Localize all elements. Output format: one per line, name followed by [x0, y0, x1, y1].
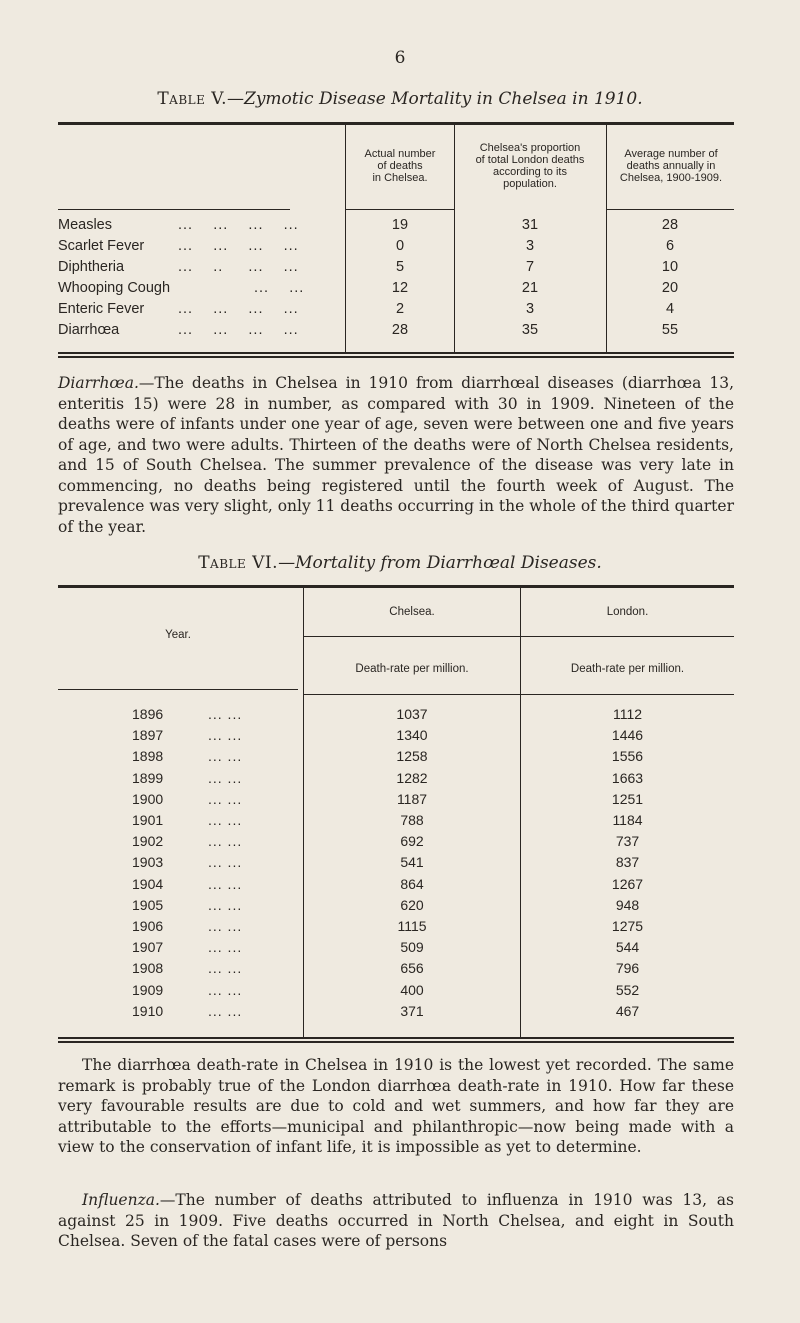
london-rate-cell: 796 — [615, 960, 640, 976]
row-label: Enteric Fever — [58, 301, 145, 317]
leader-dots: ... ... — [208, 939, 243, 955]
year-cell: 1907 — [132, 939, 164, 955]
leader-dots: ... ... — [208, 727, 243, 743]
table-5-caption: —Zymotic Disease Mortality in Chelsea in 1910. — [227, 89, 643, 109]
diarrhoea-heading: Diarrhœa. — [58, 374, 139, 392]
year-cell: 1899 — [132, 770, 164, 786]
london-rate-cell: 552 — [615, 982, 640, 998]
chelsea-rate-cell: 371 — [400, 1003, 424, 1019]
leader-dots: ... ... — [208, 960, 243, 976]
year-cell: 1906 — [132, 918, 164, 934]
cell-proportion: 7 — [525, 259, 535, 275]
cell-proportion: 31 — [521, 217, 539, 233]
chelsea-rate-cell: 1037 — [396, 706, 428, 722]
header-london-proportion: Chelsea's proportion of total London deaths according to its population. — [475, 142, 585, 190]
table-6-caption: —Mortality from Diarrhœal Diseases. — [278, 553, 602, 573]
diarrhoea-paragraph — [58, 373, 734, 537]
london-rate-cell: 1663 — [611, 770, 644, 786]
london-rate-cell: 1184 — [612, 812, 643, 828]
cell-actual: 19 — [391, 217, 409, 233]
row-label: Diphtheria — [58, 259, 125, 275]
cell-average: 6 — [665, 238, 675, 254]
cell-average: 55 — [661, 322, 679, 338]
cell-actual: 12 — [391, 280, 409, 296]
chelsea-rate-cell: 788 — [400, 812, 424, 828]
year-cell: 1902 — [132, 833, 164, 849]
cell-average: 10 — [661, 259, 679, 275]
chelsea-rate-cell: 1187 — [396, 791, 428, 807]
year-cell: 1910 — [132, 1003, 164, 1019]
year-cell: 1898 — [132, 748, 164, 764]
year-cell: 1900 — [132, 791, 164, 807]
chelsea-rate-cell: 692 — [400, 833, 424, 849]
influenza-heading: Influenza. — [82, 1191, 160, 1209]
london-rate-cell: 837 — [615, 854, 640, 870]
chelsea-rate-cell: 864 — [400, 876, 424, 892]
leader-dots: ... ... — [208, 854, 243, 870]
chelsea-rate-cell: 400 — [400, 982, 424, 998]
london-rate-cell: 1112 — [612, 706, 643, 722]
row-label: Diarrhœa — [58, 322, 120, 338]
cell-average: 4 — [665, 301, 675, 317]
year-cell: 1905 — [132, 897, 164, 913]
influenza-text: —The number of deaths attributed to influenza in 1910 was 13, as against 25 in 1909. Five deaths occurred in North Chelsea, and eight in South Chelsea. Seven of the fatal cases were of persons — [58, 1191, 734, 1250]
year-cell: 1897 — [132, 727, 164, 743]
chelsea-rate-cell: 1282 — [396, 770, 428, 786]
header-chelsea: Chelsea. — [389, 606, 435, 618]
chelsea-rate-cell: 1340 — [396, 727, 428, 743]
table-5-label: Table V. — [157, 89, 228, 109]
leader-dots: ... ... — [208, 833, 243, 849]
header-chelsea-rate: Death-rate per million. — [355, 663, 469, 675]
header-average-deaths: Average number of deaths annually in Chelsea, 1900-1909. — [619, 148, 723, 184]
table-5-title — [0, 89, 800, 109]
row-label: Whooping Cough — [58, 280, 171, 296]
london-rate-cell: 1275 — [611, 918, 644, 934]
leader-dots: ... ... — [208, 918, 243, 934]
row-label: Scarlet Fever — [58, 238, 145, 254]
death-rate-paragraph: The diarrhœa death-rate in Chelsea in 1910 is the lowest yet recorded. The same remark is probably true of the London diarrhœa death-rate in 1910. How far these very favourable results are due to cold and wet summers, and how far they are attributable to the efforts—municipal and philanthropic—now being made with a view to the conservation of infant life, it is impossible as yet to determine. — [58, 1056, 734, 1156]
cell-proportion: 21 — [521, 280, 539, 296]
header-london-rate: Death-rate per million. — [570, 663, 685, 675]
influenza-paragraph — [58, 1190, 734, 1252]
chelsea-rate-cell: 541 — [400, 854, 424, 870]
year-cell: 1901 — [132, 812, 164, 828]
cell-actual: 28 — [391, 322, 409, 338]
london-rate-cell: 1251 — [611, 791, 644, 807]
cell-proportion: 3 — [525, 238, 535, 254]
leader-dots: ... ... — [208, 770, 243, 786]
year-cell: 1904 — [132, 876, 164, 892]
cell-average: 28 — [661, 217, 679, 233]
header-actual-deaths: Actual number of deaths in Chelsea. — [364, 148, 436, 184]
leader-dots: ... ... — [208, 982, 243, 998]
leader-dots: ... ... — [208, 791, 243, 807]
leader-dots: ... ... — [208, 897, 243, 913]
cell-actual: 0 — [395, 238, 405, 254]
table-6-title — [0, 553, 800, 573]
london-rate-cell: 737 — [615, 833, 640, 849]
table-6-label: Table VI. — [198, 553, 279, 573]
london-rate-cell: 544 — [615, 939, 640, 955]
leader-dots: ... ... — [208, 706, 243, 722]
london-rate-cell: 948 — [615, 897, 640, 913]
cell-proportion: 3 — [525, 301, 535, 317]
table-5: Actual number of deaths in Chelsea. Chelsea's proportion of total London deaths according to its population. Average number of deaths annually in Chelsea, 1900-1909. Measles ... ... ... ... 19 31 28 Scarlet Fever ... ... ... ... 0 3 6 Diphtheria ... .. ... ... 5 7 10 Whooping Cough ... ... 12 21 20 Enteric Fever ... ... ... ... 2 3 4 Diarrhœa ... ... ... ... 28 35 55 — [58, 122, 734, 358]
london-rate-cell: 467 — [615, 1003, 640, 1019]
cell-proportion: 35 — [521, 322, 539, 338]
page-number: 6 — [394, 48, 406, 68]
cell-actual: 2 — [395, 301, 405, 317]
year-cell: 1896 — [132, 706, 164, 722]
chelsea-rate-cell: 509 — [400, 939, 424, 955]
header-london: London. — [606, 606, 649, 618]
leader-dots: ... ... — [208, 876, 243, 892]
london-rate-cell: 1556 — [611, 748, 644, 764]
leader-dots: ... ... — [208, 1003, 243, 1019]
cell-actual: 5 — [395, 259, 405, 275]
table-6 — [58, 585, 734, 1043]
header-year: Year. — [165, 629, 191, 641]
chelsea-rate-cell: 1258 — [396, 748, 428, 764]
diarrhoea-text: —The deaths in Chelsea in 1910 from diarrhœal diseases (diarrhœa 13, enteritis 15) were 28 in number, as compared with 30 in 1909. Nineteen of the deaths were of infants under one year of age, seven were between one and five years of age, and two were adults. Thirteen of the deaths were of North Chelsea residents, and 15 of South Chelsea. The summer prevalence of the disease was very late in commencing, no deaths being registered until the fourth week of August. The prevalence was very slight, only 11 deaths occurring in the whole of the third quarter of the year. — [58, 374, 734, 536]
london-rate-cell: 1267 — [611, 876, 644, 892]
cell-average: 20 — [661, 280, 679, 296]
chelsea-rate-cell: 656 — [400, 960, 424, 976]
london-rate-cell: 1446 — [611, 727, 644, 743]
year-cell: 1903 — [132, 854, 164, 870]
chelsea-rate-cell: 1115 — [397, 918, 427, 934]
leader-dots: ... ... — [208, 748, 243, 764]
chelsea-rate-cell: 620 — [400, 897, 424, 913]
leader-dots: ... ... — [208, 812, 243, 828]
year-cell: 1908 — [132, 960, 164, 976]
year-cell: 1909 — [132, 982, 164, 998]
row-label: Measles — [58, 217, 112, 233]
